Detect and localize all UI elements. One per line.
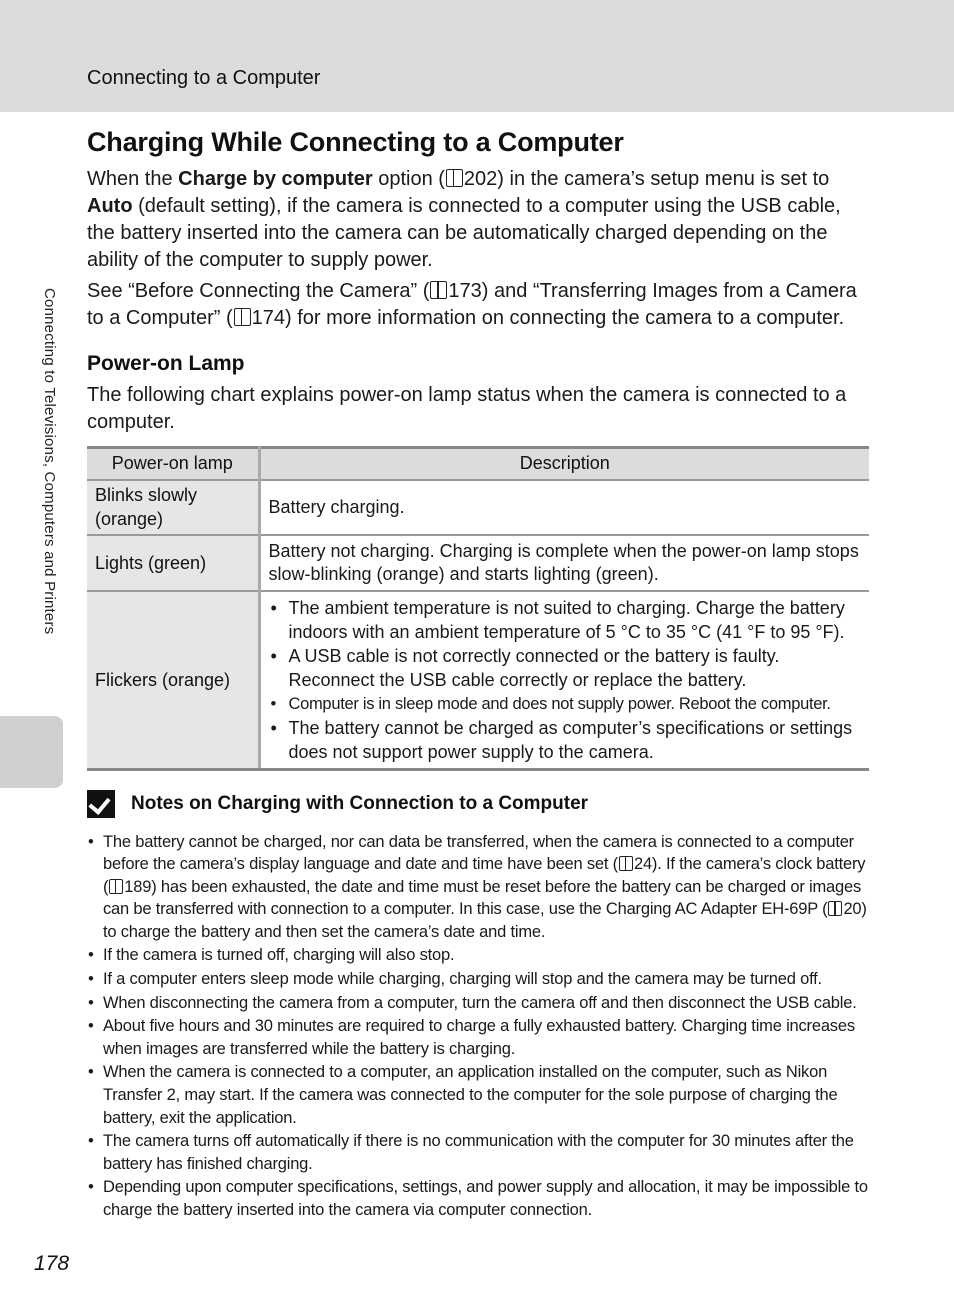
page-ref[interactable]: 189 [124,877,152,896]
list-item: • The battery cannot be charged, nor can data be transferred, when the camera is connected to a computer before the camera’s display language and date and time have been set ( 24). If the camera’s clock battery ( 189) has been exhausted, the date and time must be reset before the battery can be charged or images can be transferred with connection to a computer. In this case, use the Charging AC Adapter EH-69P ( 20) to charge the battery and then set the camera’s date and time. [87,831,869,944]
page-ref[interactable]: 202 [463,168,498,190]
checkmark-icon [87,790,115,818]
auto-term: Auto [87,195,133,217]
list-item: • About five hours and 30 minutes are required to charge a fully exhausted battery. Charging time increases when images are transferred while the battery is charging. [87,1015,869,1060]
list-item: • The battery cannot be charged as computer’s specifications or settings does not support power supply to the camera. [269,716,862,764]
notes-heading [87,789,869,819]
lamp-status-cell: Blinks slowly (orange) [87,480,259,535]
page-ref[interactable]: 174 [251,307,285,329]
page-reference-icon [234,308,251,326]
page-ref[interactable]: 173 [448,280,482,302]
list-item: • Computer is in sleep mode and does not supply power. Reboot the computer. [269,692,862,716]
column-header: Description [259,448,869,480]
intro-paragraph-1: When the Charge by computer option ( 202) in the camera’s setup menu is set to Auto (default setting), if the camera is connected to a computer using the USB cable, the battery inserted into the camera can be automatically charged depending on the ability of the computer to supply power. [87,168,841,271]
section-heading: Power-on Lamp [87,352,245,375]
lamp-status-cell: Flickers (orange) [87,591,259,770]
description-cell: Battery not charging. Charging is complete when the power-on lamp stops slow-blinking (orange) and starts lighting (green). [259,535,869,591]
lamp-status-cell: Lights (green) [87,535,259,591]
charge-by-computer-term: Charge by computer [178,168,373,190]
section-description: The following chart explains power-on lamp status when the camera is connected to a computer. [87,384,847,433]
description-cell [259,591,869,770]
description-cell: Battery charging. [259,480,869,535]
page-number: 178 [34,1252,70,1275]
table-row [87,535,869,591]
page-ref[interactable]: 24 [633,855,652,874]
page-reference-icon [619,856,633,871]
list-item: • The camera turns off automatically if there is no communication with the computer for 30 minutes after the battery has finished charging. [87,1130,869,1175]
list-item: • Depending upon computer specifications, settings, and power supply and allocation, it may be impossible to charge the battery inserted into the camera via computer connection. [87,1176,869,1221]
page-reference-icon [430,281,447,299]
page-reference-icon [828,901,842,916]
page-title: Charging While Connecting to a Computer [87,127,624,157]
page-ref[interactable]: 20 [843,900,862,919]
power-on-lamp-table [87,446,869,771]
notes-list [87,831,869,1222]
table-row [87,591,869,770]
list-item: • If a computer enters sleep mode while charging, charging will stop and the camera may be turned off. [87,968,869,991]
notes-title: Notes on Charging with Connection to a Computer [131,792,589,814]
side-chapter-label: Connecting to Televisions, Computers and Printers [41,288,58,635]
table-header-row [87,448,869,480]
list-item: • If the camera is turned off, charging will also stop. [87,944,869,967]
running-header: Connecting to a Computer [87,67,321,89]
list-item: • A USB cable is not correctly connected or the battery is faulty. Reconnect the USB cable correctly or replace the battery. [269,644,862,692]
header-band [0,0,954,112]
list-item: • When disconnecting the camera from a computer, turn the camera off and then disconnect the USB cable. [87,992,869,1015]
column-header: Power-on lamp [87,448,259,480]
cause-list [269,596,862,764]
main-content [87,124,869,1222]
chapter-tab [0,716,63,788]
table-row [87,480,869,535]
page-reference-icon [109,879,123,894]
intro-paragraph-2: See “Before Connecting the Camera” ( 173) and “Transferring Images from a Camera to a Computer” ( 174) for more information on connecting the camera to a computer. [87,280,857,329]
list-item: • The ambient temperature is not suited to charging. Charge the battery indoors with an ambient temperature of 5 °C to 35 °C (41 °F to 95 °F). [269,596,862,644]
page-reference-icon [446,169,463,187]
list-item: • When the camera is connected to a computer, an application installed on the computer, such as Nikon Transfer 2, may start. If the camera was connected to the computer for the sole purpose of charging the battery, exit the application. [87,1061,869,1129]
